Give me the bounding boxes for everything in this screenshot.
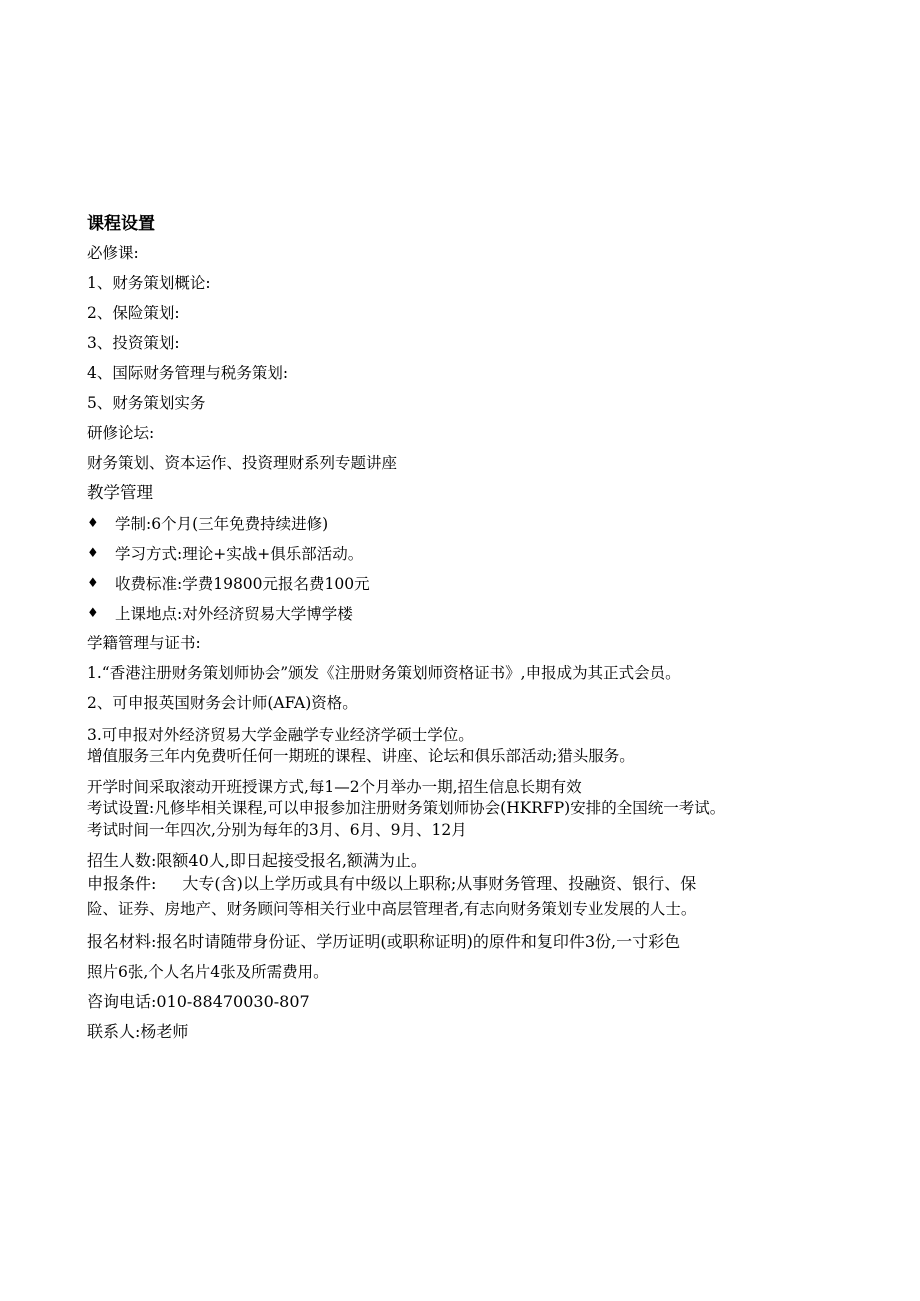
contact-person: 联系人:杨老师: [87, 1022, 189, 1041]
diamond-bullet-icon: ♦: [87, 605, 99, 621]
required-course-2: 2、保险策划:: [87, 304, 180, 322]
diamond-bullet-icon: ♦: [87, 515, 99, 531]
materials-line-1: 报名材料:报名时请随带身份证、学历证明(或职称证明)的原件和复印件3份,一寸彩色: [87, 932, 681, 951]
required-course-4: 4、国际财务管理与税务策划:: [87, 364, 289, 382]
requirements-text: 大专(含)以上学历或具有中级以上职称;从事财务管理、投融资、银行、保: [182, 874, 697, 893]
teaching-item-1: [87, 508, 887, 538]
required-course-5: 5、财务策划实务: [87, 394, 206, 412]
schedule-text: 开学时间采取滚动开班授课方式,每1—2个月举办一期,招生信息长期有效: [87, 778, 582, 796]
required-course-1: 1、财务策划概论:: [87, 274, 211, 292]
cert-item-3: 3.可申报对外经济贸易大学金融学专业经济学硕士学位。: [87, 726, 474, 744]
required-course-3: 3、投资策划:: [87, 334, 180, 352]
teaching-item-text: 收费标准:学费19800元报名费100元: [115, 575, 370, 593]
teaching-item-text: 学习方式:理论+实战+俱乐部活动。: [115, 545, 364, 563]
requirements-label: 申报条件:: [87, 874, 157, 893]
teaching-item-2: [87, 538, 887, 568]
forum-label: 研修论坛:: [87, 424, 155, 442]
diamond-bullet-icon: ♦: [87, 575, 99, 591]
teaching-title: 教学管理: [87, 483, 153, 502]
materials-line-2: 照片6张,个人名片4张及所需费用。: [87, 963, 329, 981]
cert-item-2: 2、可申报英国财务会计师(AFA)资格。: [87, 694, 358, 712]
teaching-item-text: 学制:6个月(三年免费持续进修): [115, 515, 329, 533]
section-title: 课程设置: [87, 214, 155, 234]
diamond-bullet-icon: ♦: [87, 545, 99, 561]
enrollment-text: 招生人数:限额40人,即日起接受报名,额满为止。: [87, 851, 427, 870]
teaching-item-3: [87, 568, 887, 598]
forum-text: 财务策划、资本运作、投资理财系列专题讲座: [87, 454, 398, 472]
cert-item-1: 1.“香港注册财务策划师协会”颁发《注册财务策划师资格证书》,申报成为其正式会员。: [87, 664, 681, 682]
requirements-line-1: [87, 870, 887, 894]
requirements-line-2: 险、证券、房地产、财务顾问等相关行业中高层管理者,有志向财务策划专业发展的人士。: [87, 900, 697, 918]
exam-setup-text: 考试设置:凡修毕相关课程,可以申报参加注册财务策划师协会(HKRFP)安排的全国统一考试。: [87, 799, 726, 817]
consult-phone: 咨询电话:010-88470030-807: [87, 992, 310, 1011]
exam-time-text: 考试时间一年四次,分别为每年的3月、6月、9月、12月: [87, 821, 467, 839]
teaching-item-text: 上课地点:对外经济贸易大学博学楼: [115, 605, 353, 623]
teaching-item-4: [87, 598, 887, 628]
cert-label: 学籍管理与证书:: [87, 634, 201, 652]
required-label: 必修课:: [87, 244, 139, 262]
document-body: [87, 212, 887, 1044]
value-added-services: 增值服务三年内免费听任何一期班的课程、讲座、论坛和俱乐部活动;猎头服务。: [87, 747, 635, 765]
